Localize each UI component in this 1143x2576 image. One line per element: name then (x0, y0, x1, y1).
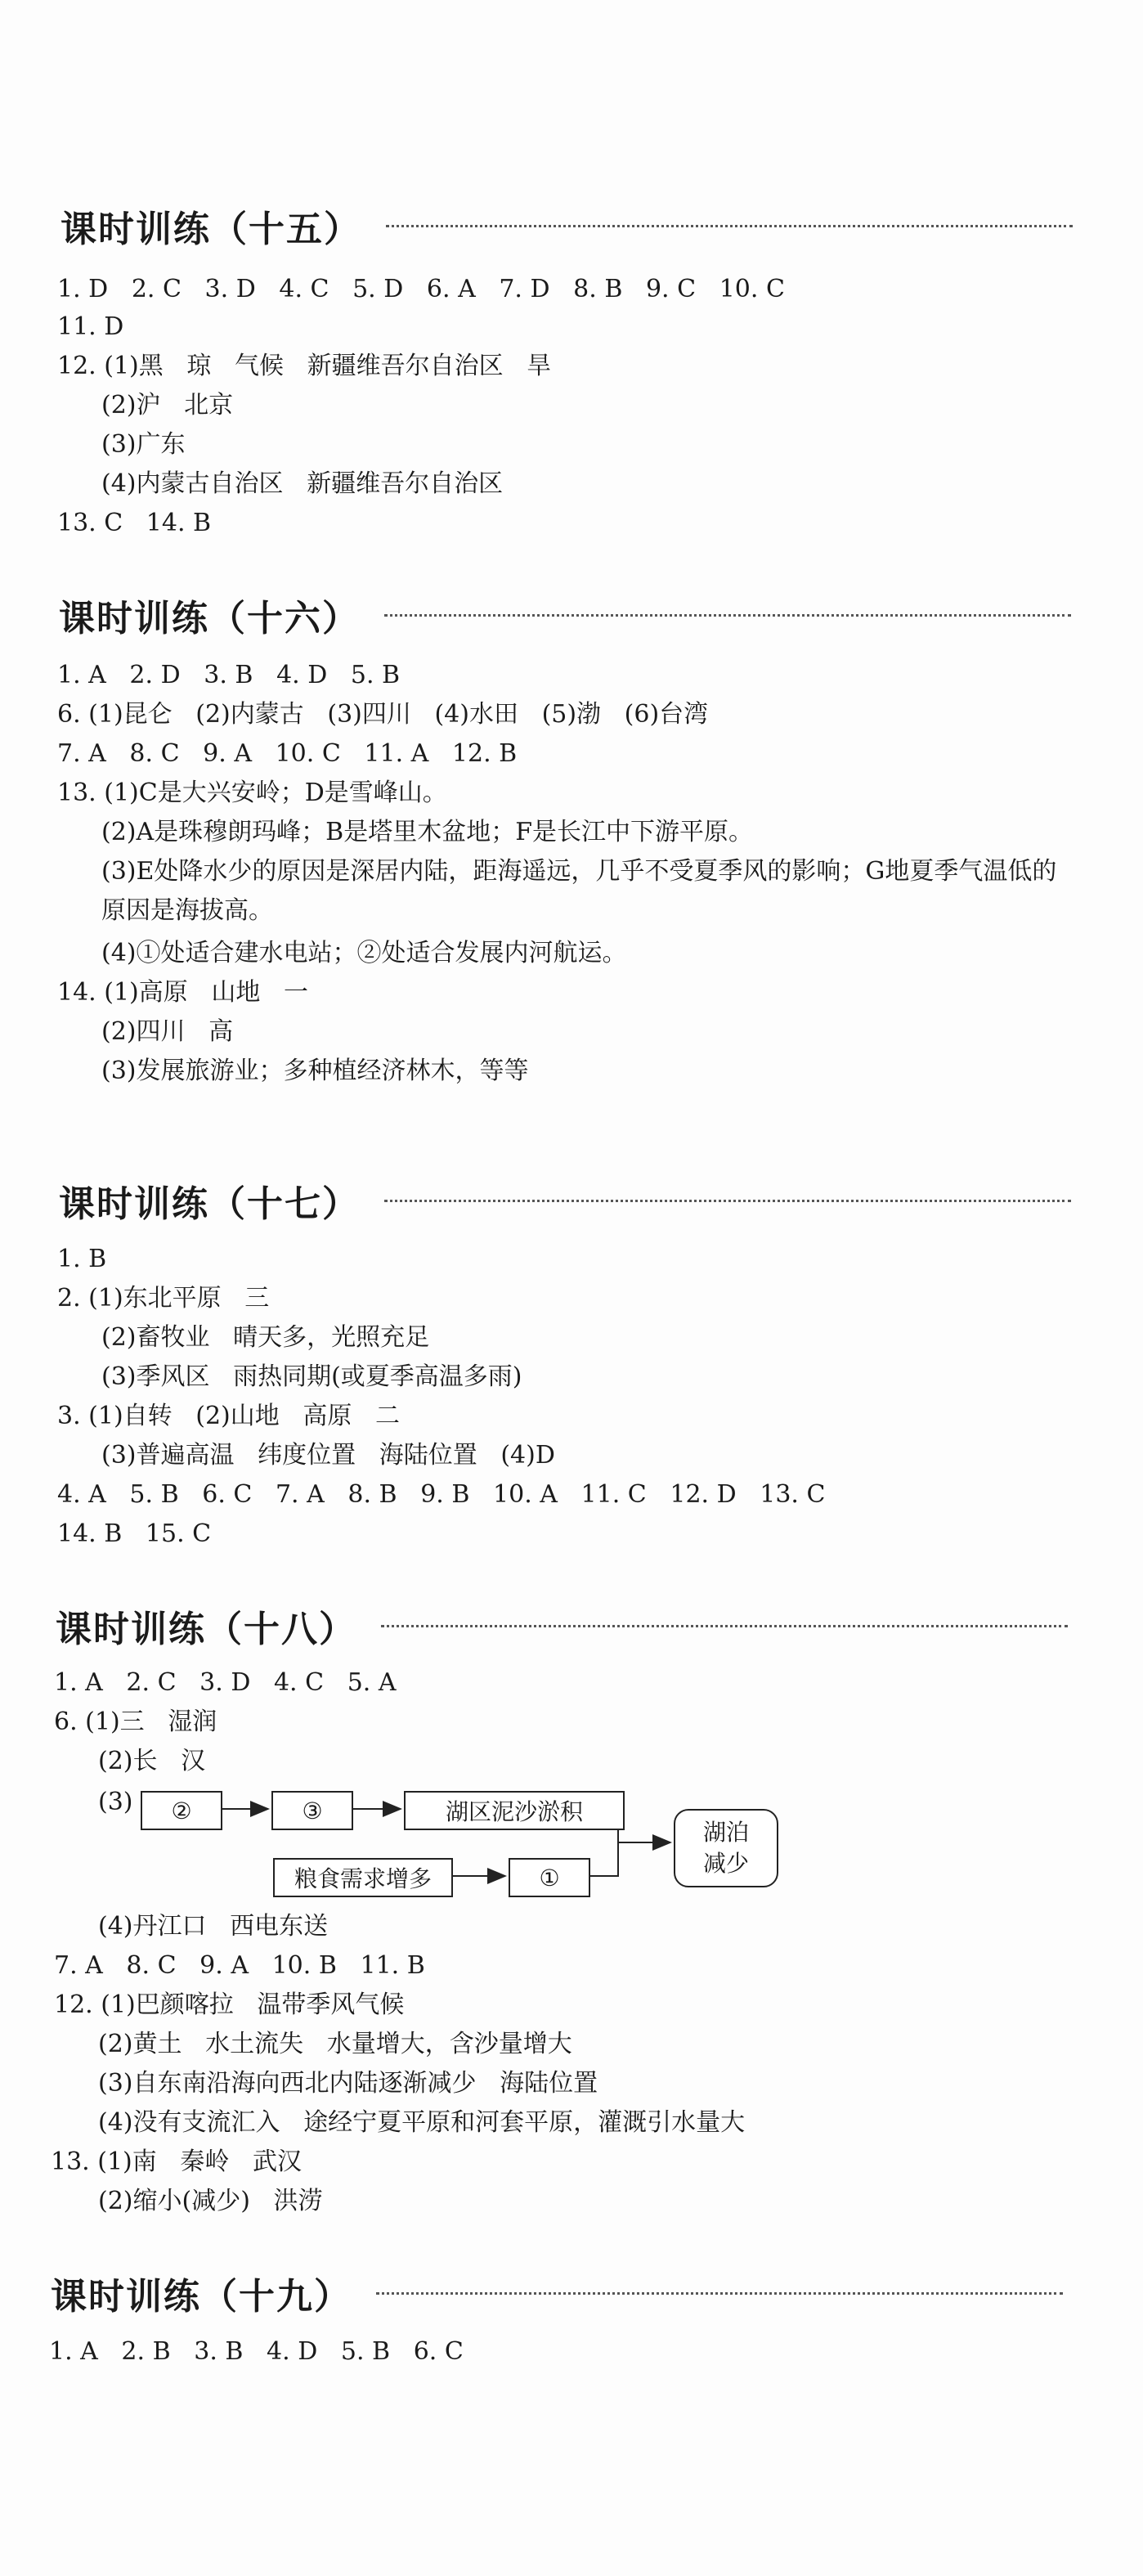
answer-line: 12. (1)巴颜喀拉 温带季风气候 (54, 1990, 405, 2019)
flow-box-1: ① (509, 1858, 590, 1897)
dotted-rule (376, 2292, 1063, 2295)
answer-line: (3) (98, 1788, 133, 1816)
answer-line: 13. (1)C是大兴安岭；D是雪峰山。 (57, 779, 447, 807)
answer-line: 1. D 2. C 3. D 4. C 5. D 6. A 7. D 8. B 9. C 10. C (57, 275, 785, 303)
answer-line: (2)A是珠穆朗玛峰；B是塔里木盆地；F是长江中下游平原。 (101, 818, 754, 846)
answer-line: 1. A 2. C 3. D 4. C 5. A (54, 1668, 397, 1697)
answer-paragraph: (3)E处降水少的原因是深居内陆，距海遥远，几乎不受夏季风的影响；G地夏季气温低的原因是海拔高。 (101, 857, 1057, 925)
answer-line: (2)畜牧业 晴天多，光照充足 (101, 1323, 430, 1352)
answer-line: 7. A 8. C 9. A 10. B 11. B (54, 1951, 425, 1980)
answer-line: 6. (1)昆仑 (2)内蒙古 (3)四川 (4)水田 (5)渤 (6)台湾 (57, 700, 709, 729)
section-title-15: 课时训练（十五） (61, 200, 1073, 252)
answer-line: 6. (1)三 湿润 (54, 1708, 217, 1736)
section-title-16: 课时训练（十六） (59, 589, 1071, 641)
answer-line: (4)没有支流汇入 途经宁夏平原和河套平原，灌溉引水量大 (98, 2108, 746, 2137)
answer-line: (4)①处适合建水电站；②处适合发展内河航运。 (101, 939, 627, 967)
answer-line: 2. (1)东北平原 三 (57, 1284, 270, 1313)
answer-line: (4)内蒙古自治区 新疆维吾尔自治区 (101, 469, 504, 498)
answer-line: 11. D (57, 312, 124, 341)
answer-line: (2)长 汉 (98, 1747, 206, 1775)
answer-line: (3)发展旅游业；多种植经济林木，等等 (101, 1057, 529, 1085)
answer-line: (3)自东南沿海向西北内陆逐渐减少 海陆位置 (98, 2069, 598, 2098)
answer-line: 14. B 15. C (57, 1519, 212, 1548)
answer-line: 7. A 8. C 9. A 10. C 11. A 12. B (57, 739, 518, 768)
answer-line: 1. B (57, 1245, 107, 1273)
flow-box-2: ② (141, 1791, 222, 1830)
answer-line: (2)沪 北京 (101, 391, 234, 420)
answer-line: 13. C 14. B (57, 509, 212, 537)
answer-line: 1. A 2. B 3. B 4. D 5. B 6. C (49, 2337, 464, 2366)
answer-line: (3)广东 (101, 430, 186, 459)
section-title-19: 课时训练（十九） (51, 2267, 1063, 2319)
answer-line: (3)普遍高温 纬度位置 海陆位置 (4)D (101, 1441, 555, 1470)
flow-box-siltation: 湖区泥沙淤积 (404, 1791, 625, 1830)
answer-line: (2)黄土 水土流失 水量增大，含沙量增大 (98, 2030, 572, 2058)
answer-line: 1. A 2. D 3. B 4. D 5. B (57, 661, 401, 689)
answer-line: 14. (1)高原 山地 一 (57, 978, 308, 1007)
answer-line: 3. (1)自转 (2)山地 高原 二 (57, 1402, 400, 1430)
answer-line: 13. (1)南 秦岭 武汉 (51, 2147, 302, 2176)
answer-line: (4)丹江口 西电东送 (98, 1912, 329, 1941)
answer-line: (3)季风区 雨热同期(或夏季高温多雨) (101, 1362, 522, 1391)
flow-box-food-demand: 粮食需求增多 (273, 1858, 453, 1897)
flow-result-box: 湖泊 减少 (674, 1809, 778, 1887)
section-title-17: 课时训练（十七） (59, 1174, 1071, 1227)
answer-line: 12. (1)黑 琼 气候 新疆维吾尔自治区 旱 (57, 352, 552, 380)
answer-line: (2)缩小(减少) 洪涝 (98, 2187, 323, 2215)
flow-box-3: ③ (271, 1791, 353, 1830)
answer-line: (2)四川 高 (101, 1017, 234, 1046)
section-title-18: 课时训练（十八） (56, 1600, 1068, 1652)
answer-line: 4. A 5. B 6. C 7. A 8. B 9. B 10. A 11. C 12. D 13. C (57, 1480, 826, 1509)
